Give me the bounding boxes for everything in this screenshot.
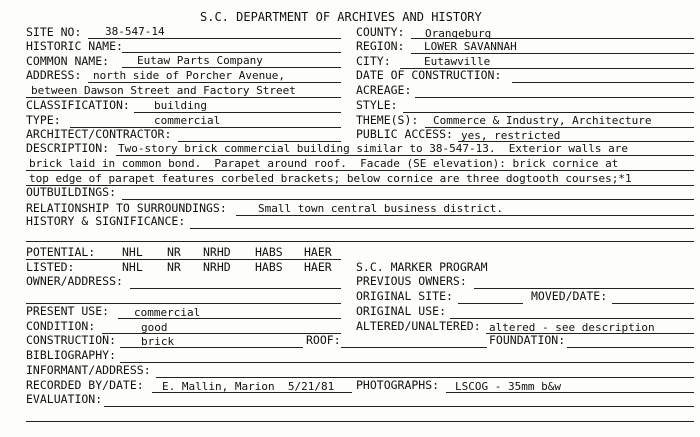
common-name-label: COMMON NAME: [26, 54, 110, 68]
owner-address-label: OWNER/ADDRESS: [26, 274, 123, 288]
bibliography-line [120, 362, 694, 363]
present-use-label: PRESENT USE: [26, 304, 110, 318]
condition-label: CONDITION: [26, 319, 96, 333]
history-label: HISTORY & SIGNIFICANCE: [26, 214, 186, 228]
listed-nrhd: NRHD [203, 260, 231, 274]
historic-name-label: HISTORIC NAME: [26, 39, 123, 53]
type-value: commercial [154, 114, 221, 127]
relationship-value: Small town central business district. [258, 202, 504, 215]
construction-value: brick [141, 335, 175, 348]
date-construction-line [512, 82, 694, 83]
roof-label: ROOF: [306, 333, 341, 347]
outbuildings-label: OUTBUILDINGS: [26, 185, 117, 199]
listed-habs: HABS [255, 260, 283, 274]
marker-program-heading: S.C. MARKER PROGRAM [356, 260, 488, 274]
date-construction-label: DATE OF CONSTRUCTION: [356, 68, 502, 82]
public-access-value: yes, restricted [461, 129, 561, 142]
photographs-line [446, 392, 694, 393]
recorded-by-line [152, 392, 352, 393]
site-no-value: 38-547-14 [105, 25, 165, 38]
style-label: STYLE: [356, 98, 398, 112]
present-use-line [118, 318, 341, 319]
potential-haer: HAER [304, 245, 332, 259]
county-line [411, 38, 694, 39]
county-label: COUNTY: [356, 25, 405, 39]
classification-value: building [154, 99, 207, 112]
themes-label: THEME(S): [356, 113, 419, 127]
original-site-label: ORIGINAL SITE: [356, 289, 453, 303]
outbuildings-line [122, 199, 694, 200]
themes-line [425, 127, 694, 128]
address-label: ADDRESS: [26, 68, 82, 82]
evaluation-line [104, 406, 694, 407]
architect-label: ARCHITECT/CONTRACTOR: [26, 127, 172, 141]
relationship-label: RELATIONSHIP TO SURROUNDINGS: [26, 201, 227, 215]
description-rule-3 [26, 185, 694, 186]
recorded-by-label: RECORDED BY/DATE: [26, 378, 144, 392]
moved-date-label: MOVED/DATE: [531, 289, 608, 303]
common-name-value: Eutaw Parts Company [137, 54, 263, 67]
original-use-label: ORIGINAL USE: [356, 304, 447, 318]
evaluation-label: EVALUATION: [26, 392, 103, 406]
address-value: north side of Porcher Avenue, [93, 69, 286, 82]
foundation-label: FOUNDATION: [489, 333, 566, 347]
condition-value: good [141, 321, 168, 334]
classification-line [134, 112, 341, 113]
description-line-1: Two-story brick commercial building similar to 38-547-13. Exterior walls are [118, 142, 628, 155]
photographs-label: PHOTOGRAPHS: [356, 378, 440, 392]
roof-line [341, 347, 487, 348]
description-line-2: brick laid in common bond. Parapet around roof. Facade (SE elevation): brick cornice at [29, 157, 619, 170]
site-no-label: SITE NO: [26, 25, 82, 39]
address-value-2: between Dawson Street and Factory Street [31, 84, 296, 97]
listed-nhl: NHL [122, 260, 143, 274]
acreage-label: ACREAGE: [356, 83, 412, 97]
county-value: Orangeburg [425, 27, 492, 40]
acreage-line [415, 97, 694, 98]
original-use-line [450, 318, 694, 319]
description-label: DESCRIPTION: [26, 141, 110, 155]
region-label: REGION: [356, 39, 405, 53]
present-use-value: commercial [134, 306, 201, 319]
bibliography-label: BIBLIOGRAPHY: [26, 348, 117, 362]
classification-label: CLASSIFICATION: [26, 98, 130, 112]
potential-nrhd: NRHD [203, 245, 231, 259]
recorded-by-value: E. Mallin, Marion 5/21/81 [162, 380, 335, 393]
potential-label: POTENTIAL: [26, 245, 96, 259]
relationship-line [236, 215, 694, 216]
address-line-1 [88, 82, 341, 83]
public-access-label: PUBLIC ACCESS: [356, 127, 453, 141]
photographs-value: LSCOG - 35mm b&w [455, 380, 561, 393]
foundation-line [567, 347, 694, 348]
description-line-3: top edge of parapet features corbeled brackets; below cornice are three dogtooth courses;*1 [29, 172, 632, 185]
form-title: S.C. DEPARTMENT OF ARCHIVES AND HISTORY [200, 10, 482, 24]
city-label: CITY: [356, 54, 391, 68]
bottom-rule [26, 421, 694, 422]
city-value: Eutawville [424, 55, 491, 68]
listed-nr: NR [167, 260, 181, 274]
altered-label: ALTERED/UNALTERED: [356, 319, 481, 333]
section-rule [26, 241, 694, 242]
moved-date-line [612, 303, 694, 304]
style-line [403, 112, 694, 113]
potential-nr: NR [167, 245, 181, 259]
listed-haer: HAER [304, 260, 332, 274]
potential-nhl: NHL [122, 245, 143, 259]
historic-name-line [122, 52, 341, 53]
region-line [411, 53, 694, 54]
informant-label: INFORMANT/ADDRESS: [26, 363, 151, 377]
history-line [190, 228, 694, 229]
region-value: LOWER SAVANNAH [424, 40, 517, 53]
owner-address-line-1 [130, 288, 341, 289]
description-rule-1 [116, 155, 694, 156]
previous-owners-label: PREVIOUS OWNERS: [356, 274, 467, 288]
original-site-line [458, 303, 523, 304]
listed-label: LISTED: [26, 260, 75, 274]
common-name-line [122, 67, 341, 68]
themes-value: Commerce & Industry, Architecture [433, 114, 652, 127]
description-rule-2 [26, 170, 694, 171]
potential-habs: HABS [255, 245, 283, 259]
type-label: TYPE: [26, 113, 61, 127]
construction-label: CONSTRUCTION: [26, 333, 117, 347]
altered-value: altered - see description [489, 321, 655, 334]
construction-line [120, 347, 303, 348]
site-no-line [88, 38, 341, 39]
